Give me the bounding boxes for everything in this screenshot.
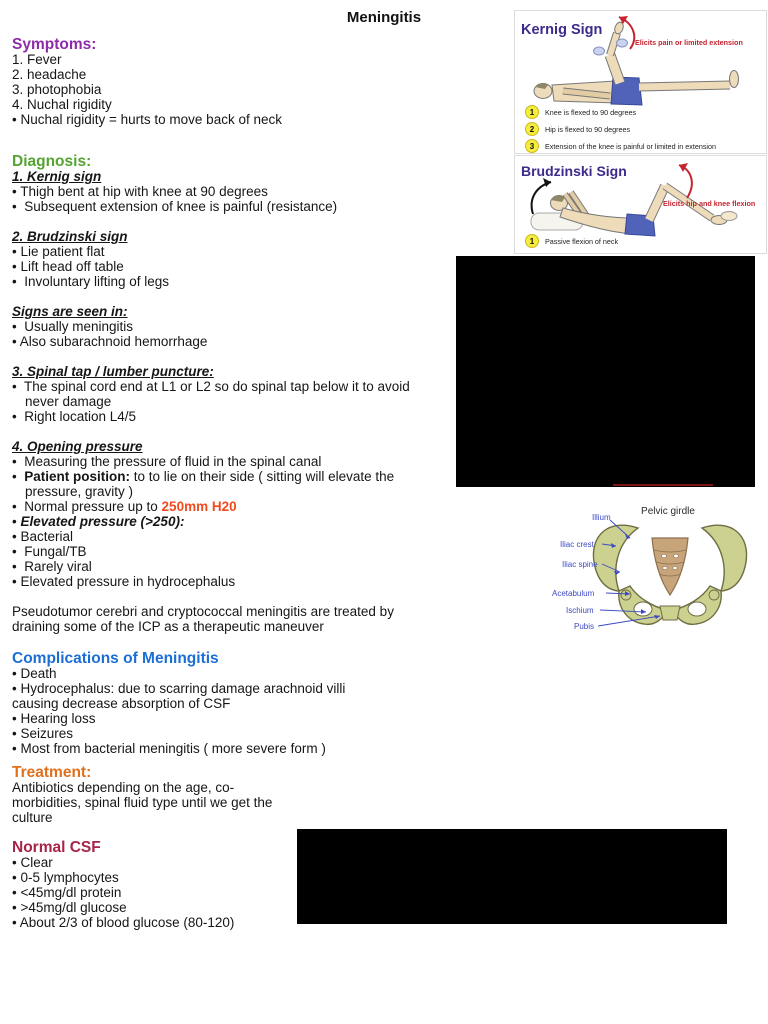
step-text: Extension of the knee is painful or limited in extension xyxy=(545,142,717,151)
text-line: • 0-5 lymphocytes xyxy=(12,870,119,885)
kernig-subheading: 1. Kernig sign xyxy=(12,169,102,184)
label-iliac-spine: Iliac spine xyxy=(562,560,598,569)
text-line: • Bacterial xyxy=(12,529,74,544)
brudzinski-annotation: Elicits hip and knee flexion xyxy=(663,199,756,208)
text-line: Antibiotics depending on the age, co- xyxy=(12,780,235,795)
label-acetabulum: Acetabulum xyxy=(552,589,595,598)
text-line: 3. photophobia xyxy=(12,82,102,97)
kernig-step-2 xyxy=(526,123,631,136)
bullet: • xyxy=(12,514,21,529)
brudzinski-figure-title: Brudzinski Sign xyxy=(521,163,627,179)
text-line: 1. Fever xyxy=(12,52,62,67)
step-number: 2 xyxy=(529,125,535,134)
text-line: draining some of the ICP as a therapeutic maneuver xyxy=(12,619,324,634)
pelvis-bones-drawing xyxy=(593,525,746,624)
pelvic-girdle-illustration xyxy=(540,498,768,638)
text-line: • Death xyxy=(12,666,57,681)
text-line: • Thigh bent at hip with knee at 90 degrees xyxy=(12,184,268,199)
step-text: Passive flexion of neck xyxy=(545,237,619,246)
text-line: causing decrease absorption of CSF xyxy=(12,696,231,711)
text-line: • Nuchal rigidity = hurts to move back of neck xyxy=(12,112,282,127)
text-line: pressure, gravity ) xyxy=(25,484,134,499)
text-line: • Seizures xyxy=(12,726,74,741)
text-line: • About 2/3 of blood glucose (80-120) xyxy=(12,915,235,930)
brudzinski-sign-figure xyxy=(514,155,767,254)
normal-csf-heading: Normal CSF xyxy=(12,839,101,856)
text-line: • The spinal cord end at L1 or L2 so do spinal tap below it to avoid xyxy=(12,379,410,394)
diagnosis-heading: Diagnosis: xyxy=(12,153,92,170)
text-line xyxy=(12,514,468,529)
patient-neck-flex-drawing xyxy=(531,186,737,236)
bold-text: Patient position: xyxy=(24,469,130,484)
text-line: never damage xyxy=(25,394,112,409)
brudzinski-subheading: 2. Brudzinski sign xyxy=(12,229,128,244)
text-line: • Measuring the pressure of fluid in the spinal canal xyxy=(12,454,322,469)
text-line: • Also subarachnoid hemorrhage xyxy=(12,334,208,349)
spacer xyxy=(12,589,468,604)
text-span: to to lie on their side ( sitting will elevate the xyxy=(129,469,395,484)
text-line: • Subsequent extension of knee is painful (resistance) xyxy=(12,199,338,214)
step-number: 3 xyxy=(529,142,535,151)
redacted-image-block-2 xyxy=(297,829,727,924)
redacted-image-block-1 xyxy=(456,256,755,487)
kernig-annotation: Elicits pain or limited extension xyxy=(635,38,743,47)
text-line: • Hydrocephalus: due to scarring damage arachnoid villi xyxy=(12,681,346,696)
complications-heading: Complications of Meningitis xyxy=(12,650,219,667)
text-line: • Clear xyxy=(12,855,53,870)
label-illium: Illium xyxy=(592,513,611,522)
neck-flexion-arrow xyxy=(532,178,551,214)
text-line: 2. headache xyxy=(12,67,87,82)
symptoms-section xyxy=(12,37,468,127)
text-line: culture xyxy=(12,810,53,825)
kernig-sign-figure xyxy=(514,10,767,154)
text-line: • Right location L4/5 xyxy=(12,409,137,424)
text-line: • <45mg/dl protein xyxy=(12,885,122,900)
spacer xyxy=(12,289,468,304)
text-line: • Lift head off table xyxy=(12,259,124,274)
text-line: • Most from bacterial meningitis ( more severe form ) xyxy=(12,741,326,756)
page-title: Meningitis xyxy=(346,9,422,26)
text-line xyxy=(12,499,468,514)
text-line: • Involuntary lifting of legs xyxy=(12,274,170,289)
diagnosis-section xyxy=(12,154,468,634)
spacer xyxy=(12,424,468,439)
kernig-step-3 xyxy=(526,140,717,153)
pelvic-girdle-figure xyxy=(540,498,768,638)
label-iliac-crest: Iliac crest xyxy=(560,540,594,549)
treatment-section xyxy=(12,765,468,825)
text-line: 4. Nuchal rigidity xyxy=(12,97,112,112)
kernig-figure-title: Kernig Sign xyxy=(521,22,603,38)
kernig-step-1 xyxy=(526,106,637,119)
text-line: • Usually meningitis xyxy=(12,319,134,334)
pelvis-title: Pelvic girdle xyxy=(641,506,695,517)
text-line xyxy=(12,469,468,484)
bullet: • xyxy=(12,469,25,484)
spacer xyxy=(12,214,468,229)
text-line: • Rarely viral xyxy=(12,559,92,574)
brudzinski-sign-illustration xyxy=(515,156,766,253)
text-line: morbidities, spinal fluid type until we get the xyxy=(12,795,273,810)
step-number: 1 xyxy=(529,237,535,246)
text-line: • Lie patient flat xyxy=(12,244,105,259)
text-line: • Hearing loss xyxy=(12,711,96,726)
text-line: • >45mg/dl glucose xyxy=(12,900,127,915)
text-line: Pseudotumor cerebri and cryptococcal meningitis are treated by xyxy=(12,604,394,619)
label-ischium: Ischium xyxy=(566,606,594,615)
step-number: 1 xyxy=(529,108,535,117)
treatment-heading: Treatment: xyxy=(12,764,92,781)
complications-section xyxy=(12,651,468,756)
opening-pressure-subheading: 4. Opening pressure xyxy=(12,439,143,454)
text-line: • Fungal/TB xyxy=(12,544,87,559)
text-span: • Normal pressure up to xyxy=(12,499,162,514)
label-pubis: Pubis xyxy=(574,622,595,631)
red-line-detail xyxy=(613,484,713,486)
kernig-sign-illustration xyxy=(515,11,766,153)
symptoms-heading: Symptoms: xyxy=(12,36,97,53)
signs-seen-subheading: Signs are seen in: xyxy=(12,304,128,319)
step-text: Knee is flexed to 90 degrees xyxy=(545,108,637,117)
spinal-tap-subheading: 3. Spinal tap / lumber puncture: xyxy=(12,364,214,379)
step-text: Hip is flexed to 90 degrees xyxy=(545,125,631,134)
brudzinski-step-1 xyxy=(526,235,619,248)
highlighted-value: 250mm H20 xyxy=(161,499,237,514)
bold-italic-text: Elevated pressure (>250): xyxy=(20,514,185,529)
text-line: • Elevated pressure in hydrocephalus xyxy=(12,574,236,589)
spacer xyxy=(12,349,468,364)
